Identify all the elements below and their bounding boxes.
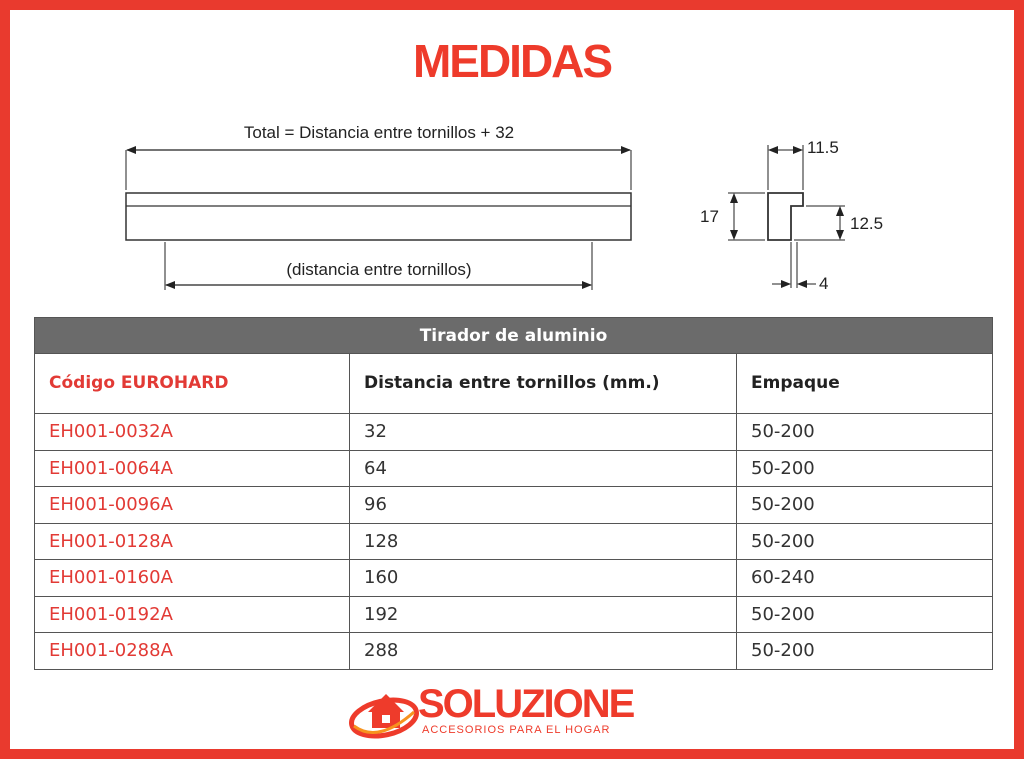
logo-name: SOLUZIONE [418, 682, 634, 726]
table-row [35, 633, 993, 670]
table-row [35, 450, 993, 487]
spec-table [34, 317, 993, 670]
table-caption-row [35, 318, 993, 354]
row-package: 50-200 [737, 596, 993, 633]
total-length-label: Total = Distancia entre tornillos + 32 [243, 123, 515, 142]
profile-section [768, 193, 803, 240]
row-distance: 288 [350, 633, 737, 670]
soluzione-logo [348, 682, 648, 744]
row-package: 50-200 [737, 633, 993, 670]
header-package: Empaque [737, 354, 993, 414]
table-row [35, 487, 993, 524]
screw-distance-label: (distancia entre tornillos) [286, 260, 472, 279]
table-caption: Tirador de aluminio [35, 318, 993, 354]
table-row [35, 560, 993, 597]
row-package: 60-240 [737, 560, 993, 597]
row-distance: 192 [350, 596, 737, 633]
row-code: EH001-0032A [35, 414, 350, 451]
row-distance: 128 [350, 523, 737, 560]
house-swoosh-icon [348, 682, 420, 744]
profile-height-label: 17 [700, 207, 719, 226]
row-code: EH001-0096A [35, 487, 350, 524]
row-code: EH001-0064A [35, 450, 350, 487]
row-package: 50-200 [737, 414, 993, 451]
logo-tagline: ACCESORIOS PARA EL HOGAR [422, 724, 611, 736]
row-package: 50-200 [737, 523, 993, 560]
row-code: EH001-0192A [35, 596, 350, 633]
profile-inner-label: 12.5 [850, 214, 884, 233]
row-package: 50-200 [737, 450, 993, 487]
handle-bar [126, 193, 631, 240]
row-distance: 96 [350, 487, 737, 524]
row-package: 50-200 [737, 487, 993, 524]
row-code: EH001-0288A [35, 633, 350, 670]
table-header-row [35, 354, 993, 414]
row-code: EH001-0128A [35, 523, 350, 560]
row-distance: 32 [350, 414, 737, 451]
profile-gap-label: 4 [819, 274, 829, 293]
header-distance: Distancia entre tornillos (mm.) [350, 354, 737, 414]
header-code: Código EUROHARD [35, 354, 350, 414]
dimension-drawing [0, 0, 1024, 310]
table-row [35, 596, 993, 633]
profile-width-label: 11.5 [807, 138, 839, 157]
table-row [35, 523, 993, 560]
row-code: EH001-0160A [35, 560, 350, 597]
table-row [35, 414, 993, 451]
row-distance: 64 [350, 450, 737, 487]
row-distance: 160 [350, 560, 737, 597]
page-title: MEDIDAS [412, 35, 612, 87]
